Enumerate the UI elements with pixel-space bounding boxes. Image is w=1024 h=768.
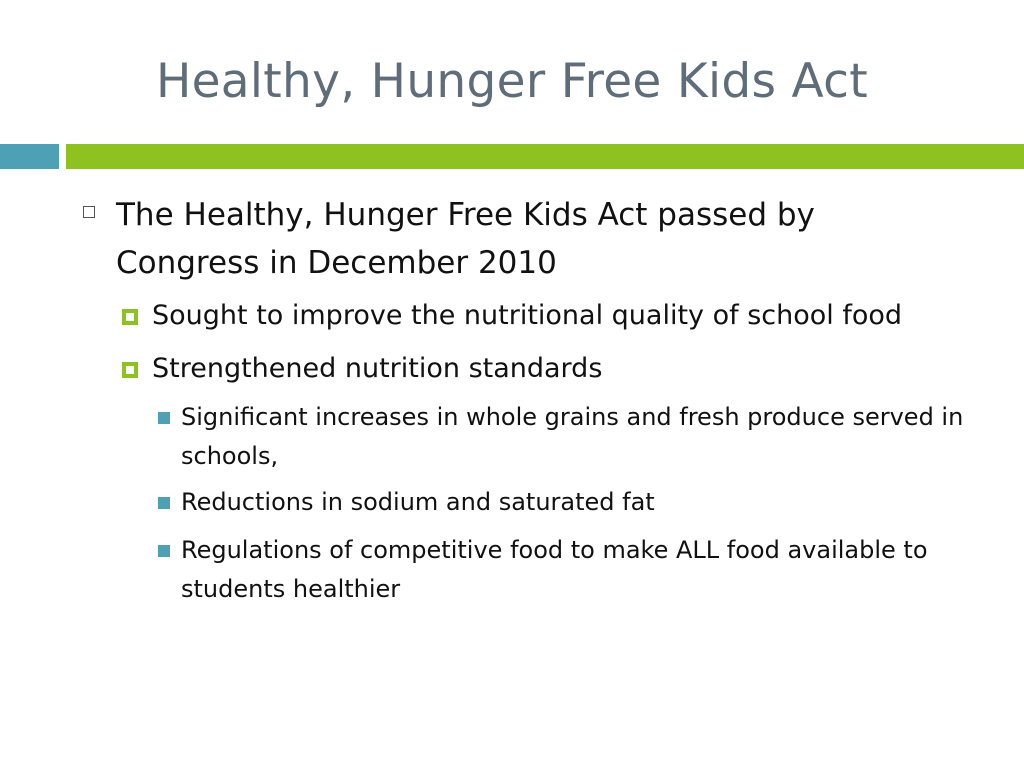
main-bullet-text: The Healthy, Hunger Free Kids Act passed by Congress in December 2010 bbox=[116, 197, 815, 281]
hollow-square-bullet-icon bbox=[83, 206, 95, 218]
sub-bullet-2-text: Strengthened nutrition standards bbox=[152, 353, 603, 384]
green-square-bullet-icon bbox=[122, 309, 138, 325]
teal-square-bullet-icon bbox=[158, 497, 170, 509]
green-accent-bar bbox=[66, 144, 1024, 169]
teal-square-bullet-icon bbox=[158, 545, 170, 557]
subsub-bullet-2-text: Reductions in sodium and saturated fat bbox=[181, 488, 655, 516]
green-square-bullet-icon bbox=[122, 362, 138, 378]
sub-bullet-1-text: Sought to improve the nutritional quality of school food bbox=[152, 300, 903, 331]
subsub-bullet-1-text: Significant increases in whole grains and fresh produce served in schools, bbox=[181, 403, 964, 470]
subsub-bullet-3-text: Regulations of competitive food to make ALL food available to students healthier bbox=[181, 536, 928, 603]
slide-title: Healthy, Hunger Free Kids Act bbox=[155, 54, 869, 109]
teal-accent-bar bbox=[0, 144, 59, 169]
teal-square-bullet-icon bbox=[158, 412, 170, 424]
